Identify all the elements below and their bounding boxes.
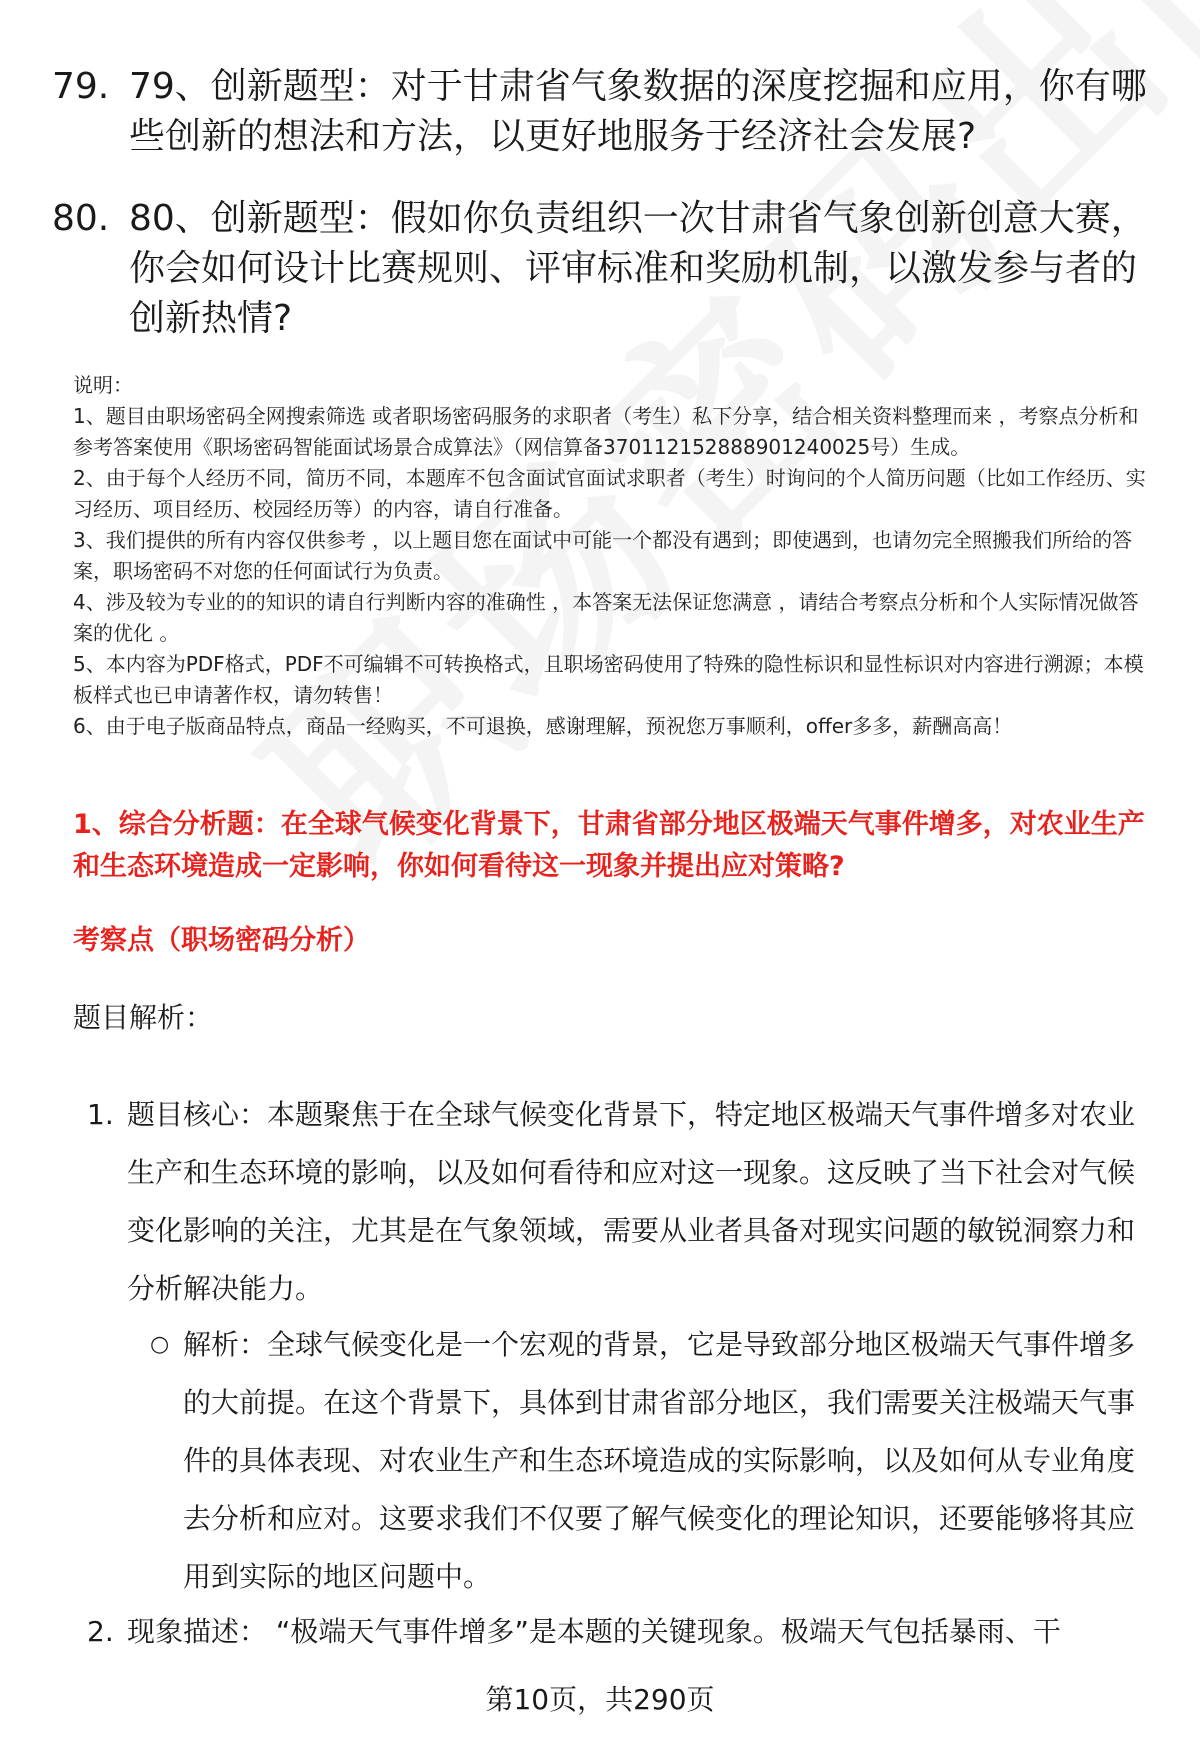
question-text: 79、创新题型：对于甘肃省气象数据的深度挖掘和应用，你有哪些创新的想法和方法，以更好地服务于经济社会发展?	[129, 66, 1147, 157]
list-item	[87, 1086, 1147, 1318]
note-item: 5、本内容为PDF格式，PDF不可编辑不可转换格式，且职场密码使用了特殊的隐性标识和显性标识对内容进行溯源；本模板样式也已申请著作权，请勿转售！	[73, 652, 1144, 707]
analysis-label: 题目解析：	[73, 1001, 214, 1034]
sub-list-item-text: 解析：全球气候变化是一个宏观的背景，它是导致部分地区极端天气事件增多的大前提。在这个背景下，具体到甘肃省部分地区，我们需要关注极端天气事件的具体表现、对农业生产和生态环境造成的实际影响，以及如何从专业角度去分析和应对。这要求我们不仅要了解气候变化的理论知识，还要能够将其应用到实际的地区问题中。	[183, 1328, 1136, 1593]
section-subtitle: 考察点（职场密码分析）	[73, 925, 370, 956]
note-item: 4、涉及较为专业的的知识的请自行判断内容的准确性 ，本答案无法保证您满意 ，请结合考察点分析和个人实际情况做答案的优化 。	[73, 590, 1139, 645]
note-item: 3、我们提供的所有内容仅供参考 ，以上题目您在面试中可能一个都没有遇到；即使遇到，也请勿完全照搬我们所给的答案，职场密码不对您的任何面试行为负责。	[73, 528, 1133, 583]
section-question-title: 1、综合分析题：在全球气候变化背景下，甘肃省部分地区极端天气事件增多，对农业生产和生态环境造成一定影响，你如何看待这一现象并提出应对策略?	[73, 809, 1145, 882]
question-text: 80、创新题型：假如你负责组织一次甘肃省气象创新创意大赛，你会如何设计比赛规则、评审标准和奖励机制，以激发参与者的创新热情?	[129, 198, 1147, 339]
list-item	[87, 1603, 1157, 1661]
question-79	[52, 62, 1162, 162]
list-marker: 2.	[87, 1615, 114, 1648]
list-marker: 1.	[87, 1098, 114, 1131]
note-item: 1、题目由职场密码全网搜索筛选 或者职场密码服务的求职者（考生）私下分享，结合相关资料整理而来 ，考察点分析和参考答案使用《职场密码智能面试场景合成算法》（网信算备370112152888901240025号）生成。	[73, 404, 1139, 459]
notes-block	[73, 370, 1158, 742]
question-number: 79.	[52, 66, 110, 107]
page-footer: 第10页，共290页	[485, 1683, 715, 1716]
sub-list-item	[150, 1316, 1150, 1606]
note-item: 2、由于每个人经历不同，简历不同，本题库不包含面试官面试求职者（考生）时询问的个人简历问题（比如工作经历、实习经历、项目经历、校园经历等）的内容，请自行准备。	[73, 466, 1146, 521]
question-number: 80.	[52, 198, 110, 239]
bullet-circle-icon: ○	[150, 1332, 170, 1357]
notes-heading: 说明：	[73, 373, 133, 397]
question-80	[52, 194, 1162, 344]
list-item-text: 现象描述： “极端天气事件增多”是本题的关键现象。极端天气包括暴雨、干	[127, 1615, 1061, 1648]
list-item-text: 题目核心：本题聚焦于在全球气候变化背景下，特定地区极端天气事件增多对农业生产和生态环境的影响，以及如何看待和应对这一现象。这反映了当下社会对气候变化影响的关注，尤其是在气象领域，需要从业者具备对现实问题的敏锐洞察力和分析解决能力。	[127, 1098, 1136, 1305]
note-item: 6、由于电子版商品特点，商品一经购买，不可退换，感谢理解，预祝您万事顺利，offer多多，薪酬高高！	[73, 714, 1013, 738]
